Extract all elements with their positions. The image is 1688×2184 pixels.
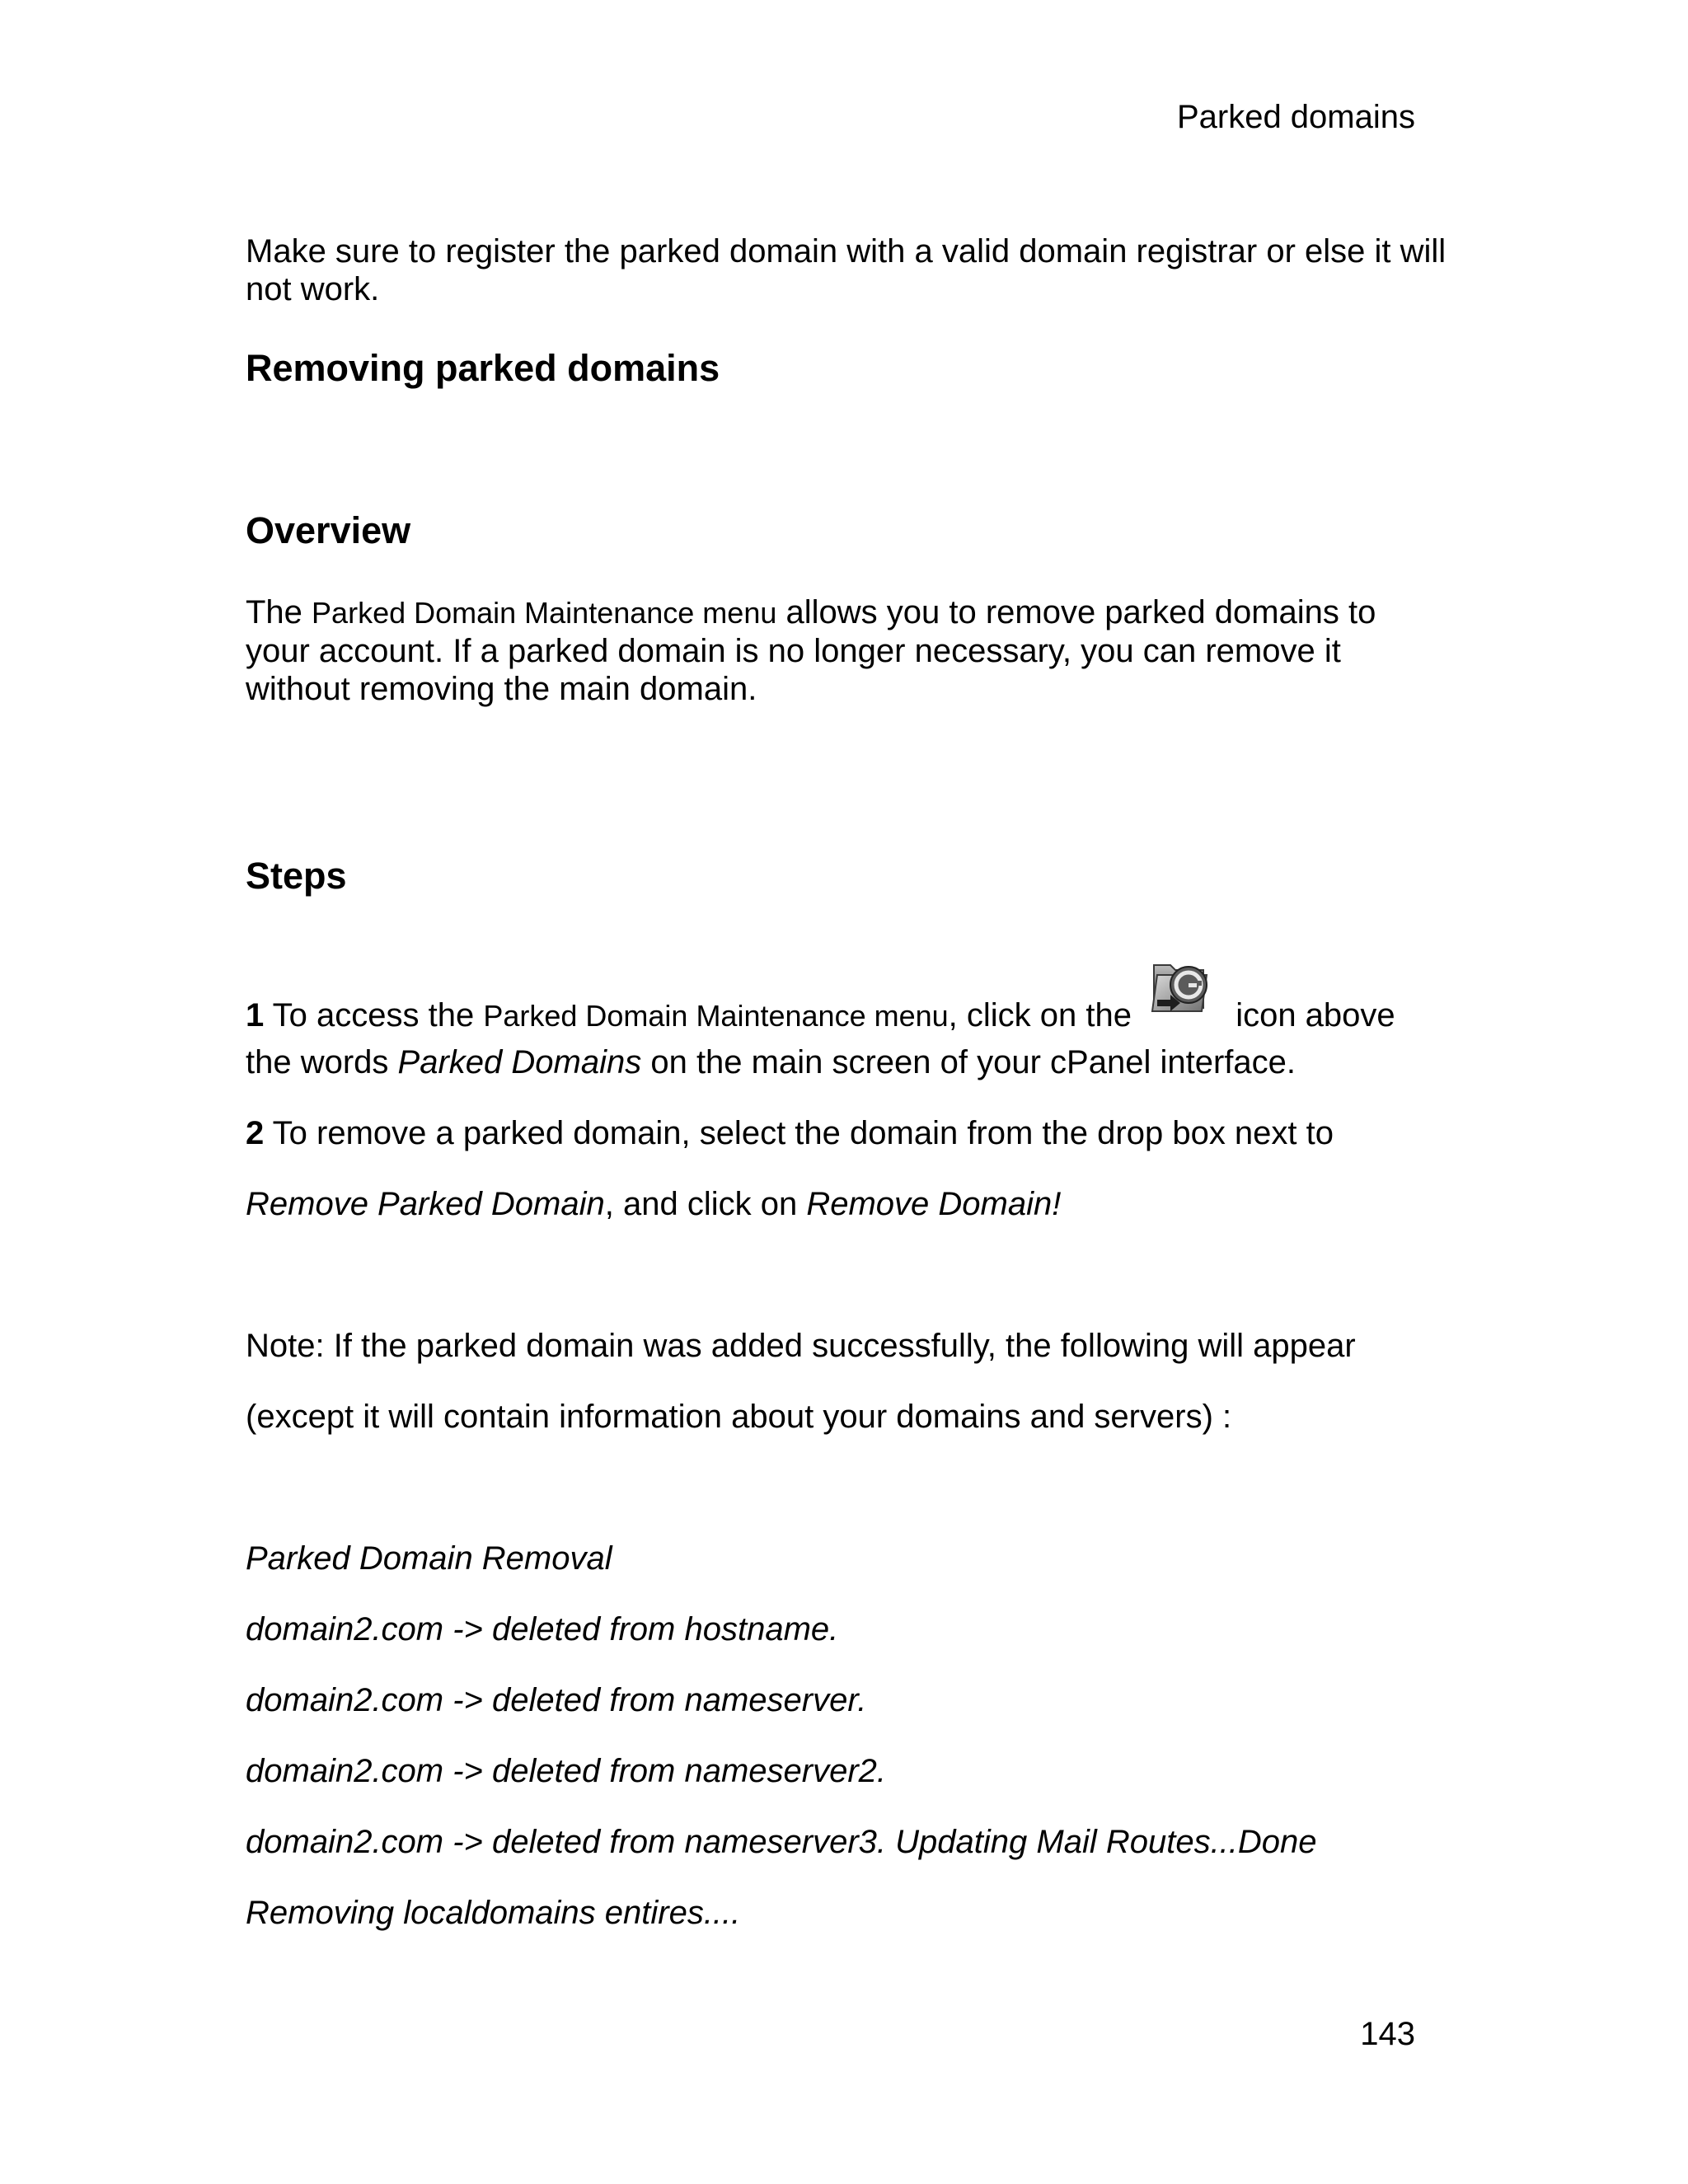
section-title: Removing parked domains [246, 347, 720, 389]
step-1-line-2-italic: Parked Domains [397, 1044, 642, 1080]
steps-heading: Steps [246, 855, 347, 897]
overview-text-end: allows you to remove parked domains to your account. If a parked domain is no longer necessary, you can remove it without removing the main domain. [246, 594, 1376, 707]
intro-paragraph: Make sure to register the parked domain with a valid domain registrar or else it will not work. [246, 233, 1447, 307]
overview-heading: Overview [246, 509, 411, 551]
step-1-menu-name: Parked Domain Maintenance menu [483, 999, 949, 1033]
step-2-line-2-italic-a: Remove Parked Domain [246, 1186, 605, 1222]
step-2-line-2 [246, 1184, 1061, 1224]
page-number: 143 [1360, 2016, 1415, 2052]
overview-paragraph [246, 593, 1449, 708]
output-line: Parked Domain Removal [246, 1540, 612, 1577]
output-line: Removing localdomains entires.... [246, 1895, 741, 1931]
step-2-line-2-b: , and click on [604, 1186, 807, 1222]
output-line: domain2.com -> deleted from nameserver. [246, 1682, 867, 1718]
output-line: domain2.com -> deleted from nameserver3. Updating Mail Routes...Done [246, 1824, 1317, 1860]
output-line: domain2.com -> deleted from nameserver2. [246, 1753, 887, 1789]
step-2-line-1 [246, 1113, 1334, 1153]
step-1-text-c: icon above [1226, 997, 1395, 1033]
note-line-1: Note: If the parked domain was added successfully, the following will appear [246, 1328, 1356, 1364]
step-1-line-2 [246, 1043, 1296, 1082]
step-1-text-b: , click on the [948, 997, 1142, 1033]
running-header: Parked domains [1176, 99, 1415, 135]
step-1-line-2-a: the words [246, 1044, 398, 1080]
step-1-line-1 [246, 972, 1395, 1038]
overview-text-start: The [246, 594, 312, 630]
overview-menu-name: Parked Domain Maintenance menu [312, 596, 777, 630]
step-1-line-2-b: on the main screen of your cPanel interface. [641, 1044, 1296, 1080]
step-1-number: 1 [246, 997, 265, 1033]
step-2-number: 2 [246, 1115, 265, 1151]
note-line-2: (except it will contain information about your domains and servers) : [246, 1399, 1232, 1435]
step-2-text-a: To remove a parked domain, select the domain from the drop box next to [264, 1115, 1334, 1151]
step-2-line-2-italic-b: Remove Domain! [806, 1186, 1062, 1222]
step-1-text-a: To access the [264, 997, 484, 1033]
parked-domains-icon [1149, 954, 1215, 1019]
output-line: domain2.com -> deleted from hostname. [246, 1611, 839, 1647]
